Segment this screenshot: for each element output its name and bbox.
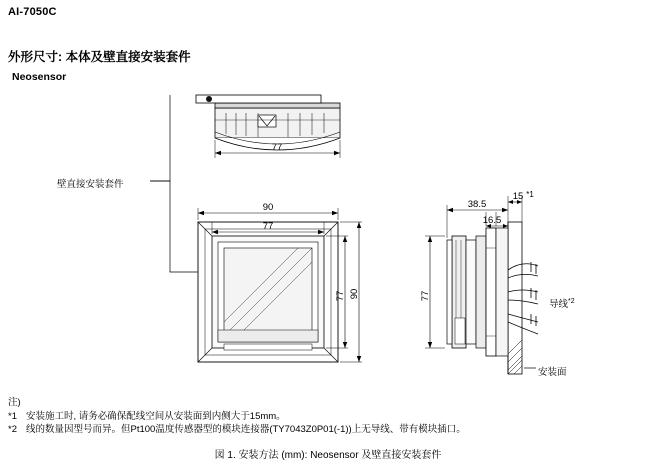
note-text-1: 安装施工时, 请务必确保配线空间从安装面到内侧大于15mm。 [26,410,286,422]
model-code: AI-7050C [8,6,57,18]
note-item-1 [8,410,466,424]
dim-side-depth-total: 38.5 [467,199,487,210]
figure-caption: 図 1. 安装方法 (mm): Neosensor 及壁直接安装套件 [214,450,442,461]
note-item-2 [8,423,466,437]
callout-lead-wire-note-ref: *2 [568,297,575,305]
callout-lead-wire-label: 导线 [549,299,569,310]
dim-top-width: 77 [271,142,283,153]
dim-front-outer-height: 90 [349,288,360,300]
dim-side-depth-inner: 16.5 [482,215,502,226]
front-view-group [198,202,362,362]
dim-front-inner-height: 77 [335,290,346,302]
notes-block [8,396,466,437]
side-view-group [420,190,538,374]
dim-front-inner-width: 77 [262,221,274,232]
callout-mount-surface: 安装面 [538,367,567,378]
callout-lead-wire [549,296,575,310]
note-mark-1: *1 [8,410,17,422]
top-view-group [196,95,340,158]
section-title: 外形尺寸: 本体及壁直接安装套件 [8,50,191,64]
callout-wall-kit: 壁直接安装套件 [57,179,124,190]
dim-side-gap-sup: *1 [526,190,534,199]
dim-side-height: 77 [420,290,431,302]
subsection-title: Neosensor [12,71,67,83]
dim-side-gap: 15 [512,191,524,202]
dim-front-outer-width: 90 [262,202,274,213]
note-text-2: 线的数量因型号而异。但Pt100温度传感器型的模块连接器(TY7043Z0P01(-1))上无导线、带有模块插口。 [26,424,466,435]
note-mark-2: *2 [8,424,17,435]
notes-header: 注) [8,397,21,408]
